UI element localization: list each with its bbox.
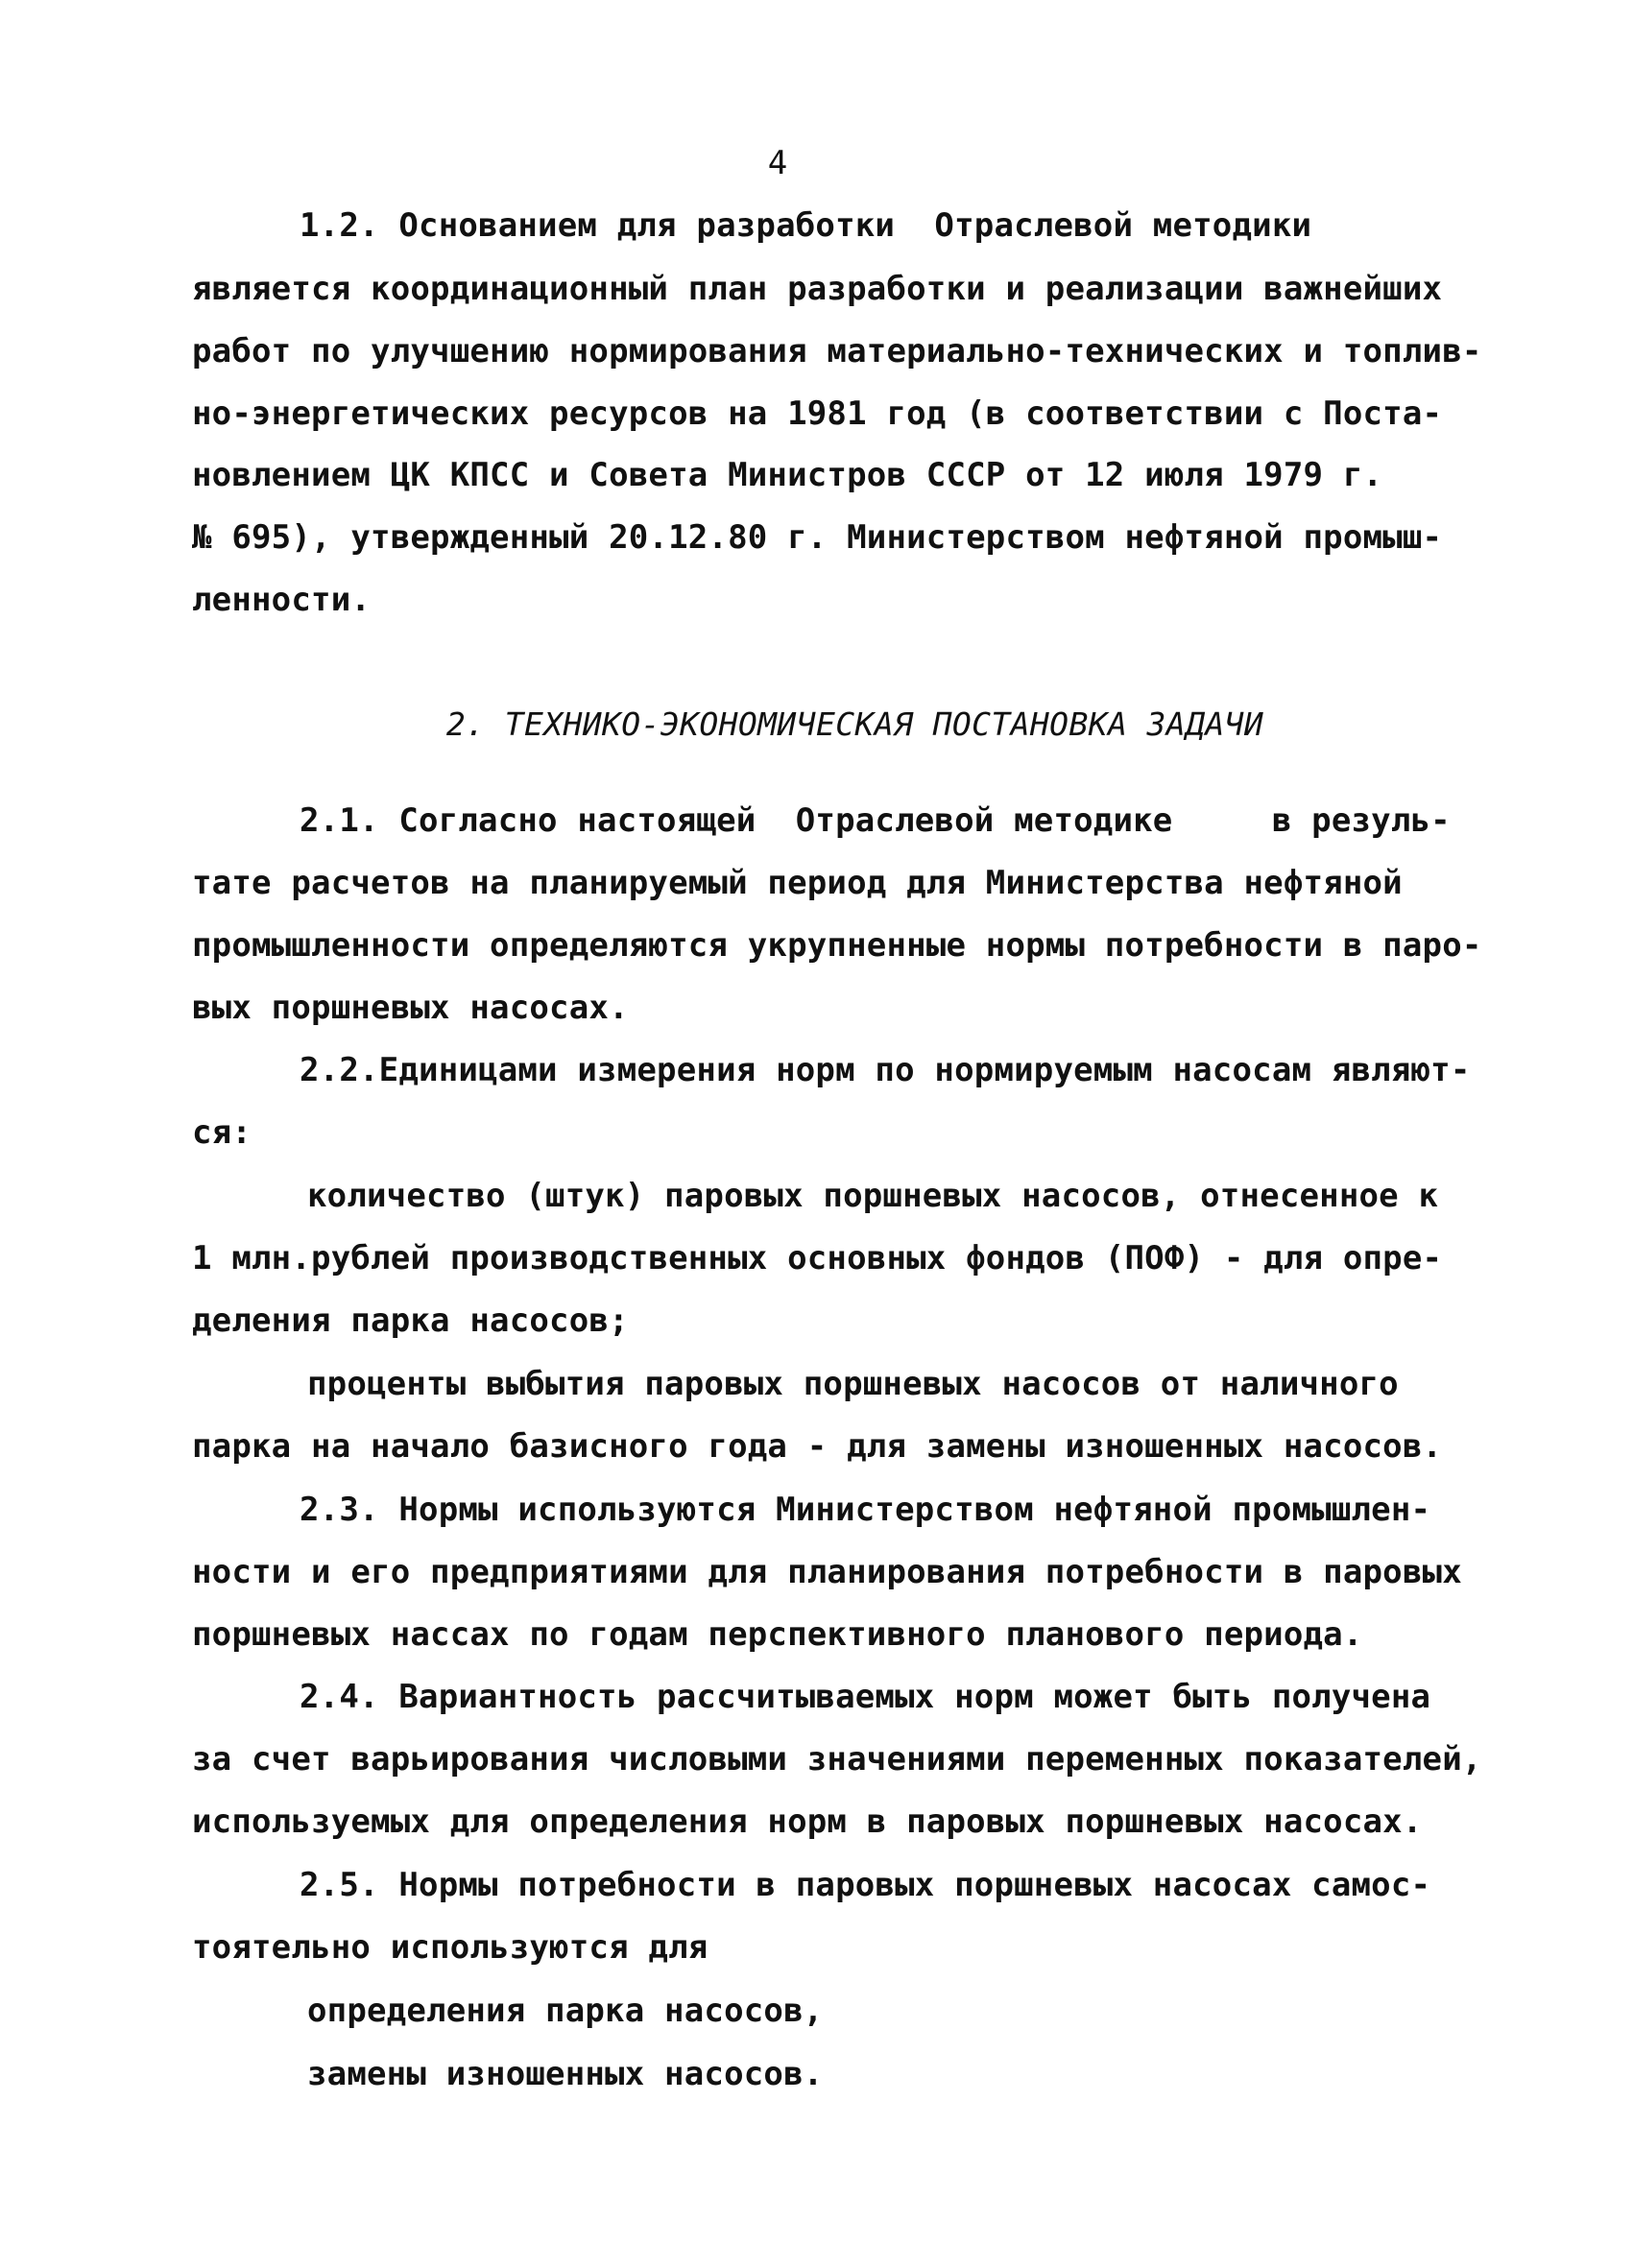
text-line: 2.4. Вариантность рассчитываемых норм может быть получена (300, 1678, 1431, 1716)
text-line: замены изношенных насосов. (307, 2055, 824, 2093)
text-line: ся: (192, 1113, 252, 1152)
text-line: проценты выбытия паровых поршневых насосов от наличного (307, 1365, 1399, 1403)
text-line: 2.1. Согласно настоящей Отраслевой методике в резуль- (300, 801, 1451, 840)
text-line: тате расчетов на планируемый период для Министерства нефтяной (192, 864, 1403, 902)
text-line: промышленности определяются укрупненные нормы потребности в паро- (192, 926, 1482, 965)
text-line: поршневых наcсах по годам перспективного планового периода. (192, 1615, 1363, 1654)
text-line: за счет варьирования числовыми значениями переменных показателей, (192, 1740, 1482, 1779)
text-line: деления парка насосов; (192, 1301, 629, 1340)
text-line: но-энергетических ресурсов на 1981 год (в соответствии с Поста- (192, 394, 1443, 433)
text-line: № 695), утвержденный 20.12.80 г. Министерством нефтяной промыш- (192, 518, 1443, 557)
text-line: тоятельно используются для (192, 1928, 708, 1967)
text-line: 1 млн.рублей производственных основных фондов (ПОФ) - для опре- (192, 1239, 1443, 1277)
text-line: работ по улучшению нормирования материально-технических и топлив- (192, 332, 1482, 370)
text-line: используемых для определения норм в паровых поршневых насосах. (192, 1802, 1423, 1841)
text-line: ности и его предприятиями для планирования потребности в паровых (192, 1553, 1462, 1591)
section-heading: 2. ТЕХНИКО-ЭКОНОМИЧЕСКАЯ ПОСТАНОВКА ЗАДАЧИ (445, 705, 1264, 743)
text-line: 2.3. Нормы используются Министерством нефтяной промышлен- (300, 1491, 1431, 1529)
text-line: 2.5. Нормы потребности в паровых поршневых насосах самос- (300, 1866, 1431, 1904)
text-line: парка на начало базисного года - для замены изношенных насосов. (192, 1427, 1443, 1466)
text-line: определения парка насосов, (307, 1992, 824, 2030)
text-line: новлением ЦК КПСС и Совета Министров СССР от 12 июля 1979 г. (192, 456, 1383, 494)
text-line: 1.2. Основанием для разработки Отраслевой методики (300, 206, 1312, 245)
text-line: является координационный план разработки и реализации важнейших (192, 270, 1443, 308)
text-line: количество (штук) паровых поршневых насосов, отнесенное к (307, 1177, 1439, 1215)
text-line: 2.2.Единицами измерения норм по нормируемым насосам являют- (300, 1051, 1471, 1089)
text-line: вых поршневых насосах. (192, 989, 629, 1027)
page-number: 4 (767, 144, 788, 182)
text-line: ленности. (192, 581, 372, 619)
